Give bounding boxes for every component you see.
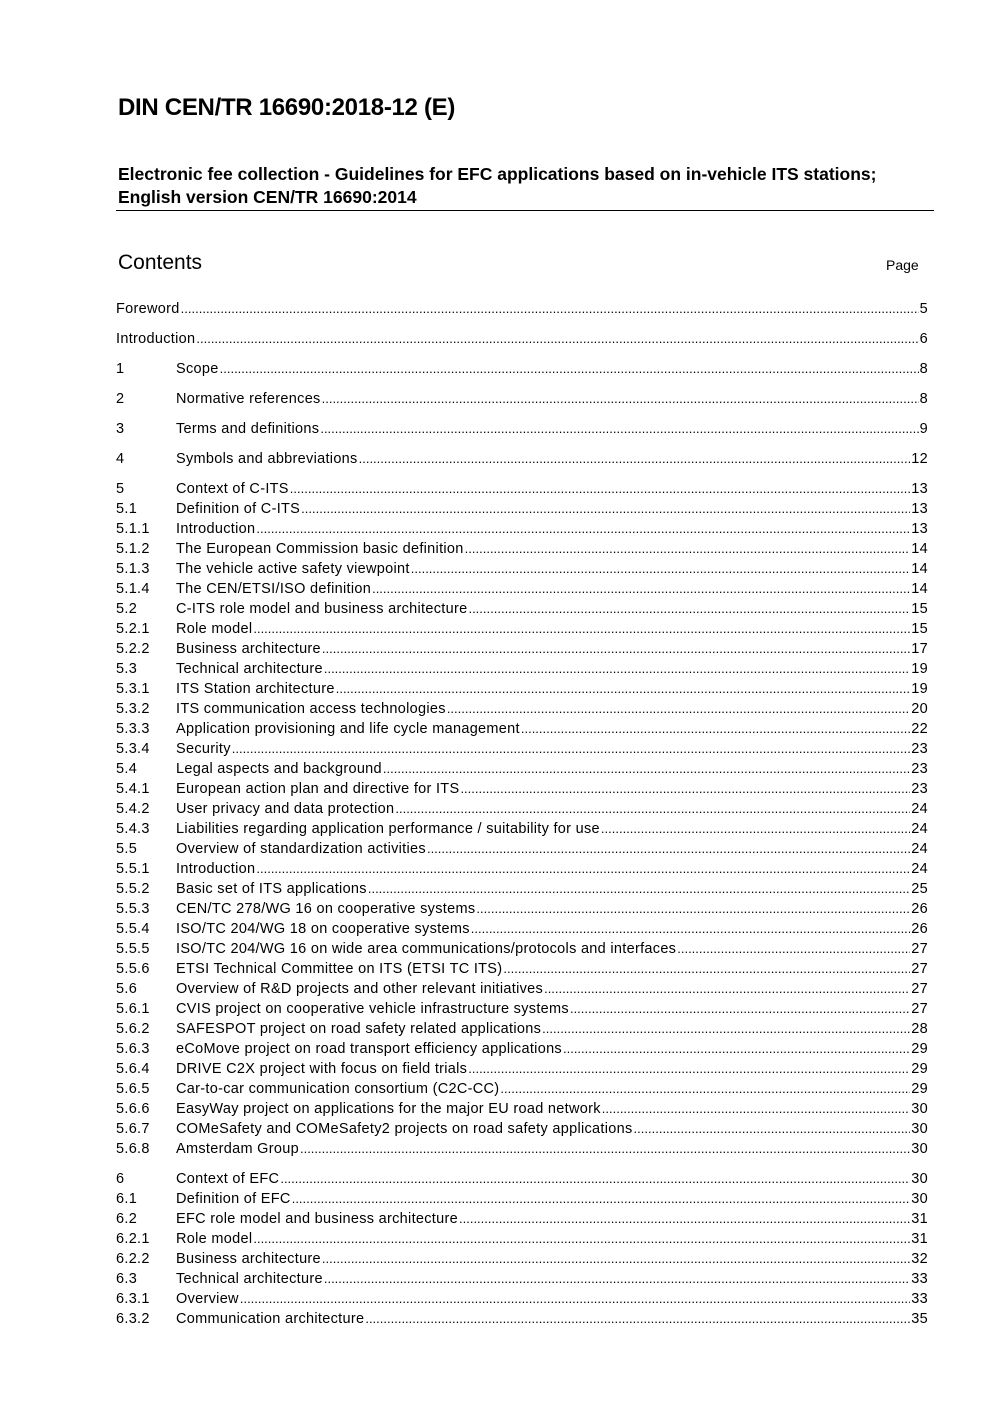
toc-dot-leader <box>460 779 910 799</box>
toc-section-title: The CEN/ETSI/ISO definition <box>176 581 372 597</box>
toc-section-number: 6.2.1 <box>116 1231 150 1247</box>
toc-section-number: 5.1.1 <box>116 521 150 537</box>
toc-section-number: 5.5.6 <box>116 961 150 977</box>
toc-dot-leader <box>465 539 911 559</box>
toc-page-number: 30 <box>911 1101 928 1117</box>
toc-page-number: 27 <box>911 981 928 997</box>
toc-dot-leader <box>427 839 910 859</box>
toc-page-number: 35 <box>911 1311 928 1327</box>
toc-entry[interactable] <box>116 1079 928 1099</box>
toc-page-number: 30 <box>911 1141 928 1157</box>
toc-page-number: 23 <box>911 781 928 797</box>
toc-section-title: Amsterdam Group <box>176 1141 299 1157</box>
toc-section-title: Role model <box>176 621 253 637</box>
toc-section-number: 5.2.2 <box>116 641 150 657</box>
toc-entry[interactable] <box>116 389 928 409</box>
toc-entry[interactable] <box>116 579 928 599</box>
toc-entry[interactable] <box>116 1039 928 1059</box>
toc-page-number: 30 <box>911 1121 928 1137</box>
toc-entry[interactable] <box>116 1189 928 1209</box>
toc-section-title: Legal aspects and background <box>176 761 382 777</box>
toc-page-number: 27 <box>911 1001 928 1017</box>
toc-entry[interactable] <box>116 759 928 779</box>
toc-section-number: 5.2 <box>116 601 138 617</box>
toc-entry[interactable] <box>116 1309 928 1329</box>
toc-dot-leader <box>290 479 910 499</box>
toc-entry[interactable] <box>116 299 928 319</box>
toc-section-title: C-ITS role model and business architecture <box>176 601 468 617</box>
toc-dot-leader <box>324 659 910 679</box>
toc-dot-leader <box>459 1209 910 1229</box>
toc-section-title: Security <box>176 741 231 757</box>
toc-dot-leader <box>602 1099 911 1119</box>
toc-dot-leader <box>256 519 910 539</box>
toc-section-title: CEN/TC 278/WG 16 on cooperative systems <box>176 901 476 917</box>
toc-dot-leader <box>322 389 919 409</box>
toc-section-number: 5.5.2 <box>116 881 150 897</box>
toc-section-title: Definition of C-ITS <box>176 501 301 517</box>
toc-section-number: 3 <box>116 421 125 437</box>
toc-page-number: 13 <box>911 521 928 537</box>
toc-section-title: Role model <box>176 1231 253 1247</box>
toc-section-number: 5.1.3 <box>116 561 150 577</box>
toc-page-number: 15 <box>911 621 928 637</box>
toc-page-number: 27 <box>911 961 928 977</box>
toc-entry[interactable] <box>116 1289 928 1309</box>
toc-page-number: 26 <box>911 901 928 917</box>
toc-section-number: 5.6.4 <box>116 1061 150 1077</box>
toc-entry[interactable] <box>116 419 928 439</box>
toc-section-title: CVIS project on cooperative vehicle infrastructure systems <box>176 1001 569 1017</box>
toc-dot-leader <box>570 999 910 1019</box>
toc-page-number: 17 <box>911 641 928 657</box>
toc-section-number: 5.5.4 <box>116 921 150 937</box>
toc-page-number: 31 <box>911 1231 928 1247</box>
toc-dot-leader <box>521 719 910 739</box>
toc-dot-leader <box>471 919 911 939</box>
toc-section-number: 6.3 <box>116 1271 138 1287</box>
toc-section-title: The European Commission basic definition <box>176 541 464 557</box>
toc-entry[interactable] <box>116 939 928 959</box>
toc-page-number: 27 <box>911 941 928 957</box>
toc-page-number: 19 <box>911 681 928 697</box>
toc-page-number: 6 <box>919 331 928 347</box>
toc-entry[interactable] <box>116 599 928 619</box>
toc-section-title: Normative references <box>176 391 321 407</box>
toc-section-title: ISO/TC 204/WG 18 on cooperative systems <box>176 921 470 937</box>
toc-page-number: 22 <box>911 721 928 737</box>
toc-section-title: Overview of standardization activities <box>176 841 426 857</box>
toc-section-title: Definition of EFC <box>176 1191 291 1207</box>
toc-dot-leader <box>544 979 910 999</box>
toc-dot-leader <box>634 1119 911 1139</box>
toc-entry[interactable] <box>116 679 928 699</box>
toc-entry[interactable] <box>116 699 928 719</box>
toc-page-number: 8 <box>919 361 928 377</box>
toc-section-number: 6 <box>116 1171 125 1187</box>
toc-dot-leader <box>280 1169 910 1189</box>
toc-section-title: ETSI Technical Committee on ITS (ETSI TC ITS) <box>176 961 503 977</box>
toc-page-number: 29 <box>911 1041 928 1057</box>
toc-section-title: COMeSafety and COMeSafety2 projects on road safety applications <box>176 1121 633 1137</box>
toc-entry[interactable] <box>116 1119 928 1139</box>
toc-section-title: Overview of R&D projects and other relevant initiatives <box>176 981 544 997</box>
toc-dot-leader <box>196 329 918 349</box>
toc-section-title: Business architecture <box>176 1251 321 1267</box>
toc-dot-leader <box>468 1059 910 1079</box>
toc-page-number: 14 <box>911 581 928 597</box>
toc-entry[interactable] <box>116 819 928 839</box>
toc-dot-leader <box>181 299 919 319</box>
toc-page-number: 29 <box>911 1081 928 1097</box>
toc-section-number: 5.3.3 <box>116 721 150 737</box>
toc-section-title: Communication architecture <box>176 1311 365 1327</box>
toc-page-number: 24 <box>911 841 928 857</box>
toc-dot-leader <box>503 959 910 979</box>
toc-entry[interactable] <box>116 999 928 1019</box>
toc-section-number: 4 <box>116 451 125 467</box>
toc-page-number: 31 <box>911 1211 928 1227</box>
toc-dot-leader <box>240 1289 910 1309</box>
toc-section-number: 6.2 <box>116 1211 138 1227</box>
toc-page-number: 30 <box>911 1191 928 1207</box>
toc-section-number: 5.5.1 <box>116 861 150 877</box>
toc-section-number: 5.1.4 <box>116 581 150 597</box>
toc-entry[interactable] <box>116 1169 928 1189</box>
toc-entry[interactable] <box>116 359 928 379</box>
toc-section-number: 5.3.2 <box>116 701 150 717</box>
toc-section-title: Introduction <box>176 521 256 537</box>
toc-entry[interactable] <box>116 499 928 519</box>
toc-section-number: 5.4.2 <box>116 801 150 817</box>
toc-dot-leader <box>359 449 911 469</box>
toc-entry[interactable] <box>116 1099 928 1119</box>
toc-dot-leader <box>468 599 910 619</box>
toc-section-number: 5.6.1 <box>116 1001 150 1017</box>
toc-dot-leader <box>300 1139 910 1159</box>
toc-page-number: 19 <box>911 661 928 677</box>
toc-page-number: 30 <box>911 1171 928 1187</box>
toc-entry[interactable] <box>116 519 928 539</box>
toc-dot-leader <box>256 859 910 879</box>
toc-section-title: Scope <box>176 361 219 377</box>
toc-section-title: eCoMove project on road transport efficiency applications <box>176 1041 562 1057</box>
toc-entry[interactable] <box>116 979 928 999</box>
document-title: Electronic fee collection - Guidelines for EFC applications based on in-vehicle ITS stations; English version CEN/TR 16690:2014 <box>118 164 877 207</box>
toc-section-number: 1 <box>116 361 125 377</box>
toc-entry[interactable] <box>116 879 928 899</box>
toc-page-number: 14 <box>911 541 928 557</box>
toc-section-number: 5.6.3 <box>116 1041 150 1057</box>
toc-entry[interactable] <box>116 559 928 579</box>
toc-page-number: 13 <box>911 481 928 497</box>
toc-entry[interactable] <box>116 839 928 859</box>
toc-section-title: Context of C-ITS <box>176 481 289 497</box>
toc-entry[interactable] <box>116 639 928 659</box>
toc-section-number: 5.1.2 <box>116 541 150 557</box>
toc-entry[interactable] <box>116 619 928 639</box>
toc-entry[interactable] <box>116 1269 928 1289</box>
toc-section-number: 6.3.2 <box>116 1311 150 1327</box>
toc-entry[interactable] <box>116 659 928 679</box>
toc-entry[interactable] <box>116 919 928 939</box>
toc-section-number: 5.3.4 <box>116 741 150 757</box>
toc-page-number: 24 <box>911 821 928 837</box>
toc-dot-leader <box>324 1269 910 1289</box>
toc-section-number: 5.1 <box>116 501 138 517</box>
title-divider <box>116 210 934 211</box>
toc-dot-leader <box>365 1309 910 1329</box>
toc-dot-leader <box>220 359 919 379</box>
toc-entry[interactable] <box>116 1139 928 1159</box>
toc-dot-leader <box>301 499 910 519</box>
toc-section-number: 5.5 <box>116 841 138 857</box>
toc-entry[interactable] <box>116 1209 928 1229</box>
toc-entry[interactable] <box>116 719 928 739</box>
toc-dot-leader <box>476 899 910 919</box>
toc-page-number: 8 <box>919 391 928 407</box>
toc-dot-leader <box>411 559 911 579</box>
toc-section-title: Terms and definitions <box>176 421 320 437</box>
toc-section-number: 5.4 <box>116 761 138 777</box>
toc-section-title: Symbols and abbreviations <box>176 451 358 467</box>
toc-dot-leader <box>232 739 910 759</box>
toc-section-title: Business architecture <box>176 641 321 657</box>
toc-section-title: Context of EFC <box>176 1171 280 1187</box>
toc-dot-leader <box>336 679 911 699</box>
toc-section-number: 5.4.3 <box>116 821 150 837</box>
toc-section-number: 5.6.6 <box>116 1101 150 1117</box>
toc-page-number: 23 <box>911 741 928 757</box>
toc-dot-leader <box>500 1079 910 1099</box>
toc-entry[interactable] <box>116 859 928 879</box>
toc-section-title: Technical architecture <box>176 1271 323 1287</box>
toc-section-title: Liabilities regarding application performance / suitability for use <box>176 821 600 837</box>
toc-entry[interactable] <box>116 799 928 819</box>
toc-section-number: 5.3 <box>116 661 138 677</box>
toc-section-number: 5 <box>116 481 125 497</box>
toc-section-title: ISO/TC 204/WG 16 on wide area communications/protocols and interfaces <box>176 941 677 957</box>
toc-dot-leader <box>320 419 918 439</box>
toc-section-title: Overview <box>176 1291 239 1307</box>
toc-section-number: 6.3.1 <box>116 1291 150 1307</box>
toc-dot-leader <box>542 1019 910 1039</box>
page-column-heading: Page <box>886 257 919 273</box>
toc-section-number: 5.6.7 <box>116 1121 150 1137</box>
toc-section-title: The vehicle active safety viewpoint <box>176 561 410 577</box>
toc-section-title: ITS Station architecture <box>176 681 335 697</box>
toc-section-number: 6.1 <box>116 1191 138 1207</box>
toc-entry[interactable] <box>116 739 928 759</box>
toc-dot-leader <box>292 1189 911 1209</box>
toc-entry[interactable] <box>116 539 928 559</box>
toc-page-number: 32 <box>911 1251 928 1267</box>
toc-dot-leader <box>253 1229 910 1249</box>
toc-page-number: 33 <box>911 1271 928 1287</box>
toc-dot-leader <box>447 699 910 719</box>
toc-section-number: 5.2.1 <box>116 621 150 637</box>
toc-section-number: 5.3.1 <box>116 681 150 697</box>
toc-page-number: 29 <box>911 1061 928 1077</box>
toc-section-title: User privacy and data protection <box>176 801 395 817</box>
toc-page-number: 5 <box>919 301 928 317</box>
toc-section-number: 2 <box>116 391 125 407</box>
toc-section-title: Introduction <box>116 331 196 347</box>
toc-page-number: 15 <box>911 601 928 617</box>
toc-page-number: 20 <box>911 701 928 717</box>
toc-dot-leader <box>563 1039 910 1059</box>
toc-dot-leader <box>677 939 910 959</box>
toc-section-title: Car-to-car communication consortium (C2C-CC) <box>176 1081 500 1097</box>
toc-entry[interactable] <box>116 1059 928 1079</box>
toc-section-title: EasyWay project on applications for the major EU road network <box>176 1101 601 1117</box>
toc-section-number: 5.4.1 <box>116 781 150 797</box>
toc-dot-leader <box>372 579 910 599</box>
toc-dot-leader <box>383 759 910 779</box>
toc-dot-leader <box>395 799 910 819</box>
contents-heading: Contents <box>118 251 203 274</box>
toc-page-number: 25 <box>911 881 928 897</box>
toc-section-number: 5.6.2 <box>116 1021 150 1037</box>
toc-section-title: European action plan and directive for ITS <box>176 781 460 797</box>
toc-section-number: 5.5.5 <box>116 941 150 957</box>
toc-section-title: EFC role model and business architecture <box>176 1211 458 1227</box>
toc-page-number: 9 <box>919 421 928 437</box>
document-identifier: DIN CEN/TR 16690:2018-12 (E) <box>118 94 456 121</box>
toc-dot-leader <box>322 639 910 659</box>
toc-entry[interactable] <box>116 449 928 469</box>
toc-entry[interactable] <box>116 1019 928 1039</box>
toc-section-title: Foreword <box>116 301 180 317</box>
toc-page-number: 13 <box>911 501 928 517</box>
toc-page-number: 23 <box>911 761 928 777</box>
toc-entry[interactable] <box>116 329 928 349</box>
toc-dot-leader <box>322 1249 910 1269</box>
toc-section-title: Introduction <box>176 861 256 877</box>
toc-entry[interactable] <box>116 959 928 979</box>
toc-dot-leader <box>368 879 910 899</box>
toc-page-number: 24 <box>911 801 928 817</box>
toc-section-title: ITS communication access technologies <box>176 701 446 717</box>
toc-entry[interactable] <box>116 1229 928 1249</box>
toc-section-title: Application provisioning and life cycle management <box>176 721 520 737</box>
toc-section-number: 5.5.3 <box>116 901 150 917</box>
toc-section-number: 6.2.2 <box>116 1251 150 1267</box>
toc-section-title: Basic set of ITS applications <box>176 881 367 897</box>
toc-section-title: SAFESPOT project on road safety related applications <box>176 1021 542 1037</box>
toc-section-title: Technical architecture <box>176 661 323 677</box>
toc-section-number: 5.6 <box>116 981 138 997</box>
toc-entry[interactable] <box>116 479 928 499</box>
toc-dot-leader <box>601 819 910 839</box>
toc-page-number: 24 <box>911 861 928 877</box>
toc-page-number: 14 <box>911 561 928 577</box>
toc-section-title: DRIVE C2X project with focus on field trials <box>176 1061 468 1077</box>
toc-section-number: 5.6.8 <box>116 1141 150 1157</box>
toc-dot-leader <box>253 619 910 639</box>
toc-entry[interactable] <box>116 899 928 919</box>
toc-page-number: 12 <box>911 451 928 467</box>
toc-section-number: 5.6.5 <box>116 1081 150 1097</box>
toc-page-number: 33 <box>911 1291 928 1307</box>
toc-entry[interactable] <box>116 1249 928 1269</box>
toc-page-number: 26 <box>911 921 928 937</box>
toc-entry[interactable] <box>116 779 928 799</box>
toc-page-number: 28 <box>911 1021 928 1037</box>
